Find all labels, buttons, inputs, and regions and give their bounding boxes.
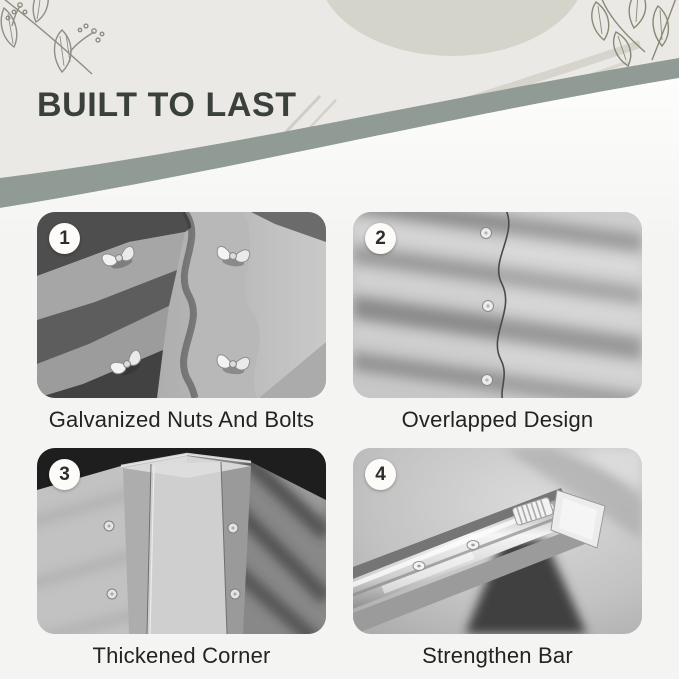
feature-card-overlapped-design [353,212,642,433]
strengthen-bar-illustration [353,448,642,634]
number-badge-4: 4 [365,459,396,490]
feature-caption-3: Thickened Corner [92,643,271,668]
feature-caption-2: Overlapped Design [401,407,594,432]
wing-nuts-illustration [37,212,326,398]
feature-photo-strengthen-bar [353,448,642,634]
feature-caption-1: Galvanized Nuts And Bolts [48,407,315,432]
feature-caption-4: Strengthen Bar [422,643,573,668]
feature-card-galvanized-nuts [37,212,326,433]
corner-bracket-illustration [37,448,326,634]
number-badge-3: 3 [49,459,80,490]
feature-card-thickened-corner [37,448,326,669]
feature-photo-overlapped-design [353,212,642,398]
page-title: BUILT TO LAST [37,86,297,124]
overlapped-panels-illustration [353,212,642,398]
feature-photo-galvanized-nuts [37,212,326,398]
feature-card-strengthen-bar [353,448,642,669]
number-badge-2: 2 [365,223,396,254]
number-badge-1: 1 [49,223,80,254]
feature-photo-thickened-corner [37,448,326,634]
